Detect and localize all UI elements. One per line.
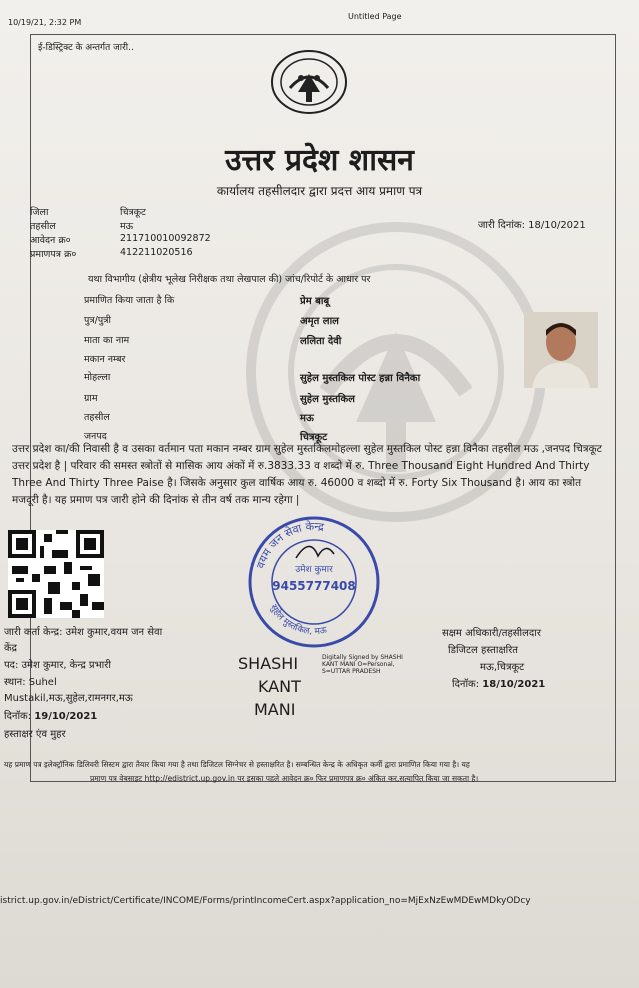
issuer-line: केंद्र xyxy=(4,643,17,654)
issuer-date-label: दिनॉक: xyxy=(4,711,32,722)
qr-code-icon xyxy=(8,530,104,618)
print-url: istrict.up.gov.in/eDistrict/Certificate/INCOME/Forms/printIncomeCert.aspx?application_no=MjExNzEwMDEwMDkyODcy xyxy=(0,896,531,906)
record-label: ग्राम xyxy=(84,393,98,404)
application-no-value: 211710010092872 xyxy=(120,233,211,244)
svg-text:सुहेल मुस्तकिल, मऊ xyxy=(268,603,329,637)
stamp-bottom-text: सुहेल मुस्तकिल, मऊ xyxy=(267,603,328,638)
issuer-sign-note: हस्ताक्षर एंव मुहर xyxy=(4,729,66,740)
record-label: तहसील xyxy=(84,412,110,423)
tehsil-label: तहसील xyxy=(30,221,56,232)
print-page-title: Untitled Page xyxy=(348,12,402,21)
page-subtitle: कार्यालय तहसीलदार द्वारा प्रदत्त आय प्रमाण पत्र xyxy=(216,184,423,198)
authority-place: मऊ,चित्रकूट xyxy=(480,662,525,673)
application-no-label: आवेदन क्र० xyxy=(30,235,71,246)
certificate-paragraph: उत्तर प्रदेश का/की निवासी है व उसका वर्तमान पता मकान नम्बर ग्राम सुहेल मुस्तकिलमोहल्ला सुहेल मुस्तकिल पोस्ट हन्ना विनैका तहसील मऊ ,जनपद चित्रकूट उत्तर प्रदेश है | परिवार की समस्त स्त्रोतों से मासिक आय अंकों में रु.3833.33 व शब्दो में रु. Three Thousand Eight Hundred And Thirty Three And Thirty Three Paise है। जिसके अनुसार कुल वार्षिक आय रु. 46000 व शब्दो में रु. Forty Six Thousand है। आय का स्त्रोत मजदूरी है। यह प्रमाण पत्र जारी होने की दिनांक से तीन वर्ष तक मान्य रहेगा | xyxy=(12,443,602,506)
authority-sig-label: डिजिटल हस्ताक्षरित xyxy=(448,645,518,656)
record-label: प्रमाणित किया जाता है कि xyxy=(84,295,175,306)
print-timestamp: 10/19/21, 2:32 PM xyxy=(8,18,82,27)
up-emblem-icon xyxy=(268,48,350,116)
signer-name-line: MANI xyxy=(254,700,296,719)
record-label: मोहल्ला xyxy=(84,372,111,383)
digital-sign-note: S=UTTAR PRADESH xyxy=(322,668,381,675)
svg-text:वयम जन सेवा केन्द्र xyxy=(254,520,325,570)
authority-date xyxy=(452,676,545,690)
record-value: मऊ xyxy=(300,413,314,424)
tehsil-value: मऊ xyxy=(120,221,134,232)
issuer-line: जारी कर्ता केन्द्र: उमेश कुमार,वयम जन सेवा xyxy=(4,627,163,638)
digital-sign-note: KANT MANI O=Personal, xyxy=(322,661,395,668)
record-value: सुहेल मुस्तकिल xyxy=(300,394,355,405)
person-photo-icon xyxy=(524,312,598,388)
edistrict-note: ई-डिस्ट्रिक्ट के अन्तर्गत जारी.. xyxy=(38,43,134,53)
signer-name-line: KANT xyxy=(258,677,301,696)
issuer-date-value: 19/10/2021 xyxy=(34,711,98,722)
record-label: मकान नम्बर xyxy=(84,354,126,365)
applicant-photo xyxy=(524,312,598,388)
issuer-line: पद: उमेश कुमार, केन्द्र प्रभारी xyxy=(4,660,111,671)
record-label: पुत्र/पुत्री xyxy=(84,315,111,326)
district-value: चित्रकूट xyxy=(120,207,146,218)
stamp-phone: 9455777408 xyxy=(272,579,356,593)
certificate-no-value: 412211020516 xyxy=(120,247,193,258)
signer-name-line: SHASHI xyxy=(238,654,299,673)
page-title: उत्तर प्रदेश शासन xyxy=(225,143,414,178)
intro-line: यथा विभागीय (क्षेत्रीय भूलेख निरीक्षक तथा लेखपाल की) जांच/रिपोर्ट के आधार पर xyxy=(88,274,371,285)
authority-date-label: दिनॉक: xyxy=(452,679,480,690)
certificate-no-label: प्रमाणपत्र क्र० xyxy=(30,249,77,260)
digital-sign-note: Digitally Signed by SHASHI xyxy=(322,654,403,661)
record-value: ललिता देवी xyxy=(300,336,342,347)
authority-date-value: 18/10/2021 xyxy=(482,679,546,690)
rubber-stamp-icon xyxy=(244,512,384,650)
stamp-ring-text: वयम जन सेवा केन्द्र xyxy=(254,519,325,571)
authority-title: सक्षम अधिकारी/तहसीलदार xyxy=(442,628,541,639)
record-value: अमृत लाल xyxy=(300,316,339,327)
issuer-line: Mustakil,मऊ,सुहेल,रामनगर,मऊ xyxy=(4,693,133,704)
issuer-date xyxy=(4,708,97,722)
record-label: माता का नाम xyxy=(84,335,130,346)
record-value: सुहेल मुस्तकिल पोस्ट हन्ना विनैका xyxy=(300,373,421,384)
record-value: चित्रकूट xyxy=(300,432,328,443)
issuer-line: स्थान: Suhel xyxy=(4,677,57,688)
footer-line: यह प्रमाण पत्र इलेक्ट्रॉनिक डिलिवरी सिस्टम द्वारा तैयार किया गया है तथा डिजिटल सिग्नेचर से हस्ताक्षरित है। सम्बन्धित केन्द्र के अधिकृत कर्मी द्वारा प्रमाणित किया गया है। यह xyxy=(4,760,470,769)
footer-line: प्रमाण पत्र वेबसाइट http://edistrict.up.gov.in पर इसका पहले आवेदन क्र० फिर प्रमाणपत्र क्र० अंकित कर,सत्यापित किया जा सकता है। xyxy=(90,774,479,783)
record-label: जनपद xyxy=(84,431,107,442)
stamp-name: उमेश कुमार xyxy=(295,565,333,575)
record-value: प्रेम बाबू xyxy=(300,296,330,307)
district-label: जिला xyxy=(30,207,49,218)
issue-date: जारी दिनांक: 18/10/2021 xyxy=(478,220,586,231)
